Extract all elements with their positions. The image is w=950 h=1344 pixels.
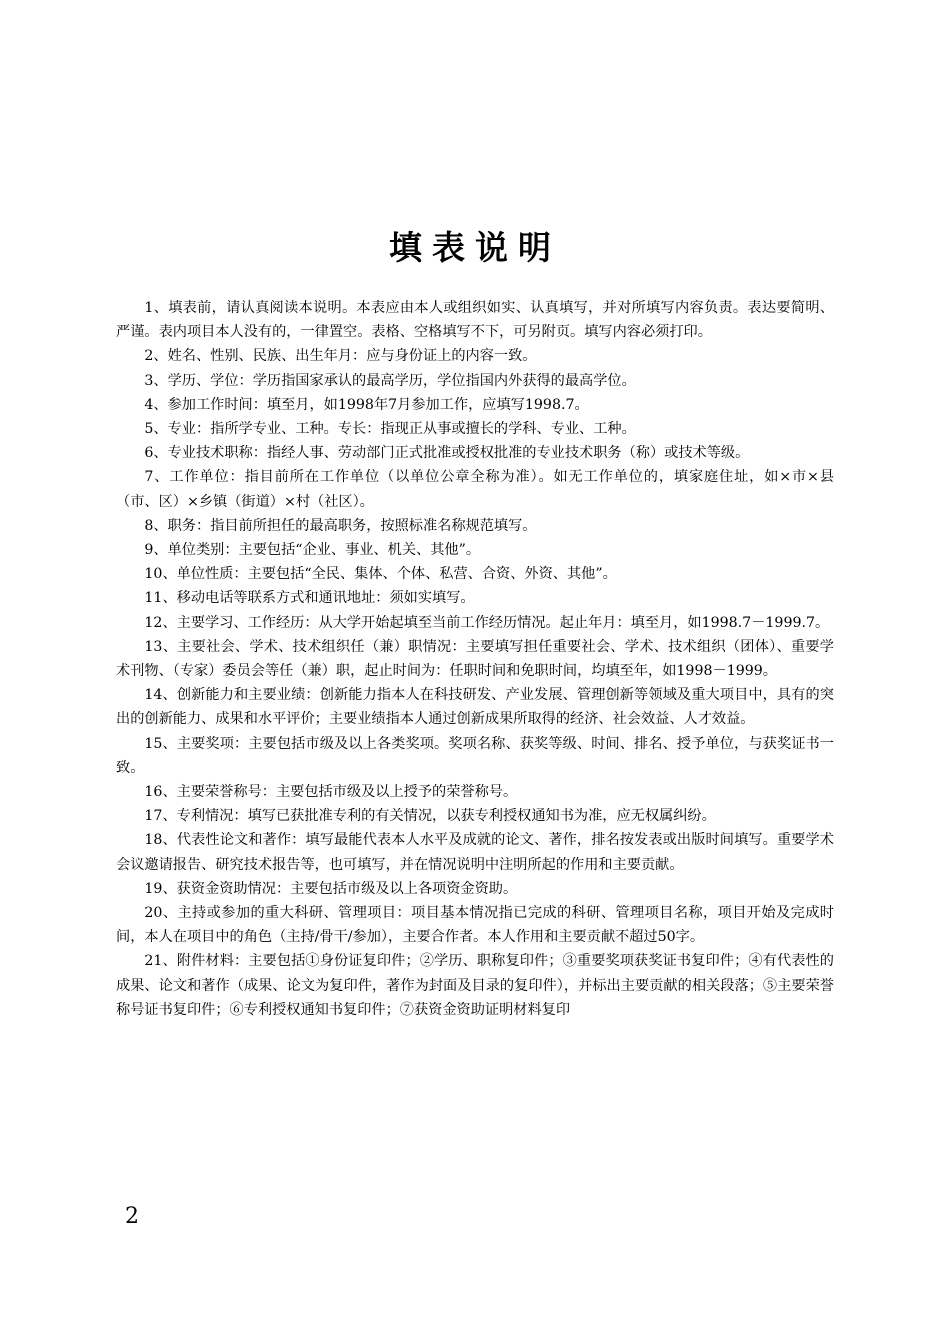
instruction-item: 3、学历、学位：学历指国家承认的最高学历，学位指国内外获得的最高学位。: [144, 372, 636, 389]
instruction-item: 17、专利情况：填写已获批准专利的有关情况，以获专利授权通知书为准，应无权属纠纷。: [144, 808, 716, 825]
instruction-item: 9、单位类别：主要包括“企业、事业、机关、其他”。: [144, 542, 481, 559]
instruction-item: 13、主要社会、学术、技术组织任（兼）职情况：主要填写担任重要社会、学术、技术组织（团体）、重要学术刊物、（专家）委员会等任（兼）职，起止时间为：任职时间和免职时间，均填至年，如1998－1999。: [116, 638, 834, 680]
instruction-item: 10、单位性质：主要包括“全民、集体、个体、私营、合资、外资、其他”。: [144, 566, 617, 583]
instruction-item: 19、获资金资助情况：主要包括市级及以上各项资金资助。: [144, 880, 518, 897]
instruction-item: 2、姓名、性别、民族、出生年月：应与身份证上的内容一致。: [144, 348, 537, 365]
instruction-item: 1、填表前，请认真阅读本说明。本表应由本人或组织如实、认真填写，并对所填写内容负责。表达要简明、严谨。表内项目本人没有的，一律置空。表格、空格填写不下，可另附页。填写内容必须打印。: [116, 300, 834, 341]
instruction-list: [116, 296, 834, 1022]
instruction-item: 6、专业技术职称：指经人事、劳动部门正式批准或授权批准的专业技术职务（称）或技术等级。: [144, 445, 750, 462]
page-title: 填表说明: [389, 228, 561, 267]
instruction-item: 16、主要荣誉称号：主要包括市级及以上授予的荣誉称号。: [144, 784, 518, 801]
instruction-item: 20、主持或参加的重大科研、管理项目：项目基本情况指已完成的科研、管理项目名称，项目开始及完成时间，本人在项目中的角色（主持/骨干/参加），主要合作者。本人作用和主要贡献不超过50字。: [116, 905, 834, 946]
instruction-item: 14、创新能力和主要业绩：创新能力指本人在科技研发、产业发展、管理创新等领域及重大项目中，具有的突出的创新能力、成果和水平评价；主要业绩指本人通过创新成果所取得的经济、社会效益、人才效益。: [116, 687, 834, 728]
instruction-item: 8、职务：指目前所担任的最高职务，按照标准名称规范填写。: [144, 517, 537, 534]
instruction-item: 7、工作单位：指目前所在工作单位（以单位公章全称为准）。如无工作单位的，填家庭住址，如×市×县（市、区）×乡镇（街道）×村（社区）。: [116, 469, 834, 510]
instruction-item: 5、专业：指所学专业、工种。专长：指现正从事或擅长的学科、专业、工种。: [144, 421, 636, 438]
instruction-item: 12、主要学习、工作经历：从大学开始起填至当前工作经历情况。起止年月：填至月，如1998.7－1999.7。: [144, 614, 830, 631]
instruction-item: 21、附件材料：主要包括①身份证复印件；②学历、职称复印件；③重要奖项获奖证书复印件；④有代表性的成果、论文和著作（成果、论文为复印件，著作为封面及目录的复印件），并标出主要贡献的相关段落；⑤主要荣誉称号证书复印件；⑥专利授权通知书复印件；⑦获资金资助证明材料复印: [116, 953, 834, 1018]
instruction-item: 4、参加工作时间：填至月，如1998年7月参加工作，应填写1998.7。: [144, 396, 589, 413]
instruction-item: 18、代表性论文和著作：填写最能代表本人水平及成就的论文、著作，排名按发表或出版时间填写。重要学术会议邀请报告、研究技术报告等，也可填写，并在情况说明中注明所起的作用和主要贡献。: [116, 832, 834, 873]
instruction-item: 15、主要奖项：主要包括市级及以上各类奖项。奖项名称、获奖等级、时间、排名、授予单位，与获奖证书一致。: [116, 735, 834, 776]
instruction-item: 11、移动电话等联系方式和通讯地址：须如实填写。: [144, 590, 475, 607]
page-number: 2: [125, 1204, 139, 1229]
